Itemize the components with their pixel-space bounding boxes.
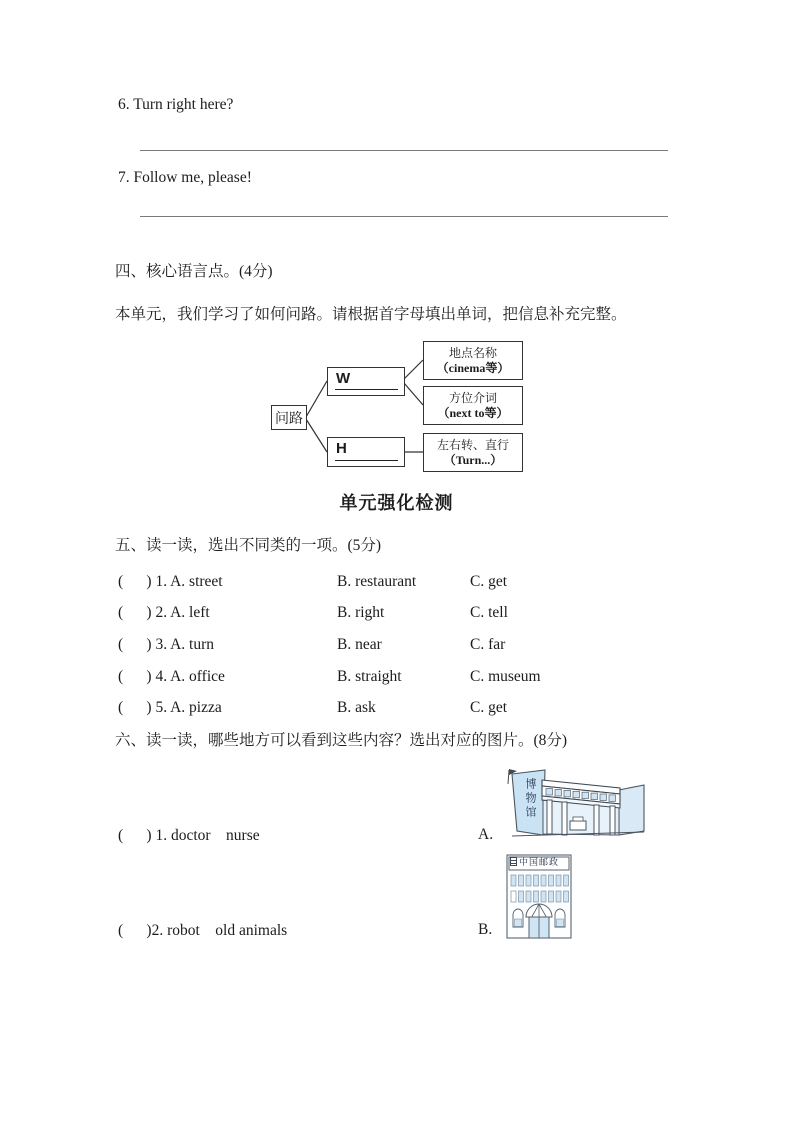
question-6: 6. Turn right here?	[118, 96, 234, 113]
unit-test-title: 单元强化检测	[339, 493, 454, 513]
post-logo-icon	[510, 857, 517, 866]
choice-row-1	[118, 572, 698, 594]
option-b: B. restaurant	[337, 573, 417, 590]
diagram-w-blank	[335, 389, 398, 390]
answer-line-6	[140, 150, 668, 151]
leaf1-line1: 地点名称	[448, 345, 497, 360]
option-a: ( ) 2. A. left	[118, 604, 210, 621]
option-a: ( ) 4. A. office	[118, 668, 225, 685]
leaf1-line2: （cinema等）	[436, 360, 510, 375]
choice-row-5	[118, 698, 698, 720]
diagram-root-box	[271, 405, 307, 430]
option-c: C. museum	[470, 668, 541, 685]
question-7: 7. Follow me, please!	[118, 169, 252, 186]
option-c: C. get	[470, 699, 508, 716]
diagram-w-label: W	[336, 370, 351, 387]
option-c: C. get	[470, 573, 508, 590]
diagram-h-box	[327, 437, 405, 467]
diagram	[250, 335, 542, 481]
diagram-leaf-directions	[423, 433, 523, 472]
option-b: B. straight	[337, 668, 402, 685]
answer-line-7	[140, 216, 668, 217]
choice-label-b: B.	[478, 921, 493, 938]
diagram-leaf-place-names	[423, 341, 523, 380]
option-a: ( ) 1. A. street	[118, 573, 223, 590]
option-a: ( ) 5. A. pizza	[118, 699, 222, 716]
option-c: C. tell	[470, 604, 508, 621]
section5-choice-rows	[118, 570, 698, 720]
choice-row-2	[118, 603, 698, 625]
diagram-h-label: H	[336, 440, 347, 457]
matching-item-1: ( ) 1. doctor nurse	[118, 827, 260, 844]
section4-heading: 四、核心语言点。(4分)	[115, 263, 273, 280]
diagram-w-box	[327, 367, 405, 396]
museum-image	[498, 764, 648, 844]
diagram-leaf-prepositions	[423, 386, 523, 425]
leaf2-line2: （next to等）	[437, 405, 509, 420]
option-b: B. near	[337, 636, 382, 653]
section5-heading: 五、读一读，选出不同类的一项。(5分)	[115, 537, 382, 554]
choice-row-3	[118, 635, 698, 657]
section4-intro: 本单元，我们学习了如何问路。请根据首字母填出单词，把信息补充完整。	[115, 306, 627, 323]
leaf3-line2: （Turn...）	[443, 452, 503, 467]
leaf3-line1: 左右转、直行	[436, 437, 509, 452]
option-b: B. right	[337, 604, 385, 621]
choice-row-4	[118, 667, 698, 689]
option-b: B. ask	[337, 699, 376, 716]
diagram-root-label: 问路	[275, 411, 303, 427]
choice-label-a: A.	[478, 826, 494, 843]
post-office-sign: 中国邮政	[519, 857, 560, 867]
leaf2-line1: 方位介词	[448, 390, 497, 405]
diagram-h-blank	[335, 460, 398, 461]
option-c: C. far	[470, 636, 506, 653]
option-a: ( ) 3. A. turn	[118, 636, 215, 653]
museum-sign: 博物馆	[524, 778, 536, 820]
section6-heading: 六、读一读，哪些地方可以看到这些内容？选出对应的图片。(8分)	[115, 732, 568, 749]
museum-building-drawing	[498, 764, 648, 844]
matching-item-2: ( )2. robot old animals	[118, 922, 288, 939]
